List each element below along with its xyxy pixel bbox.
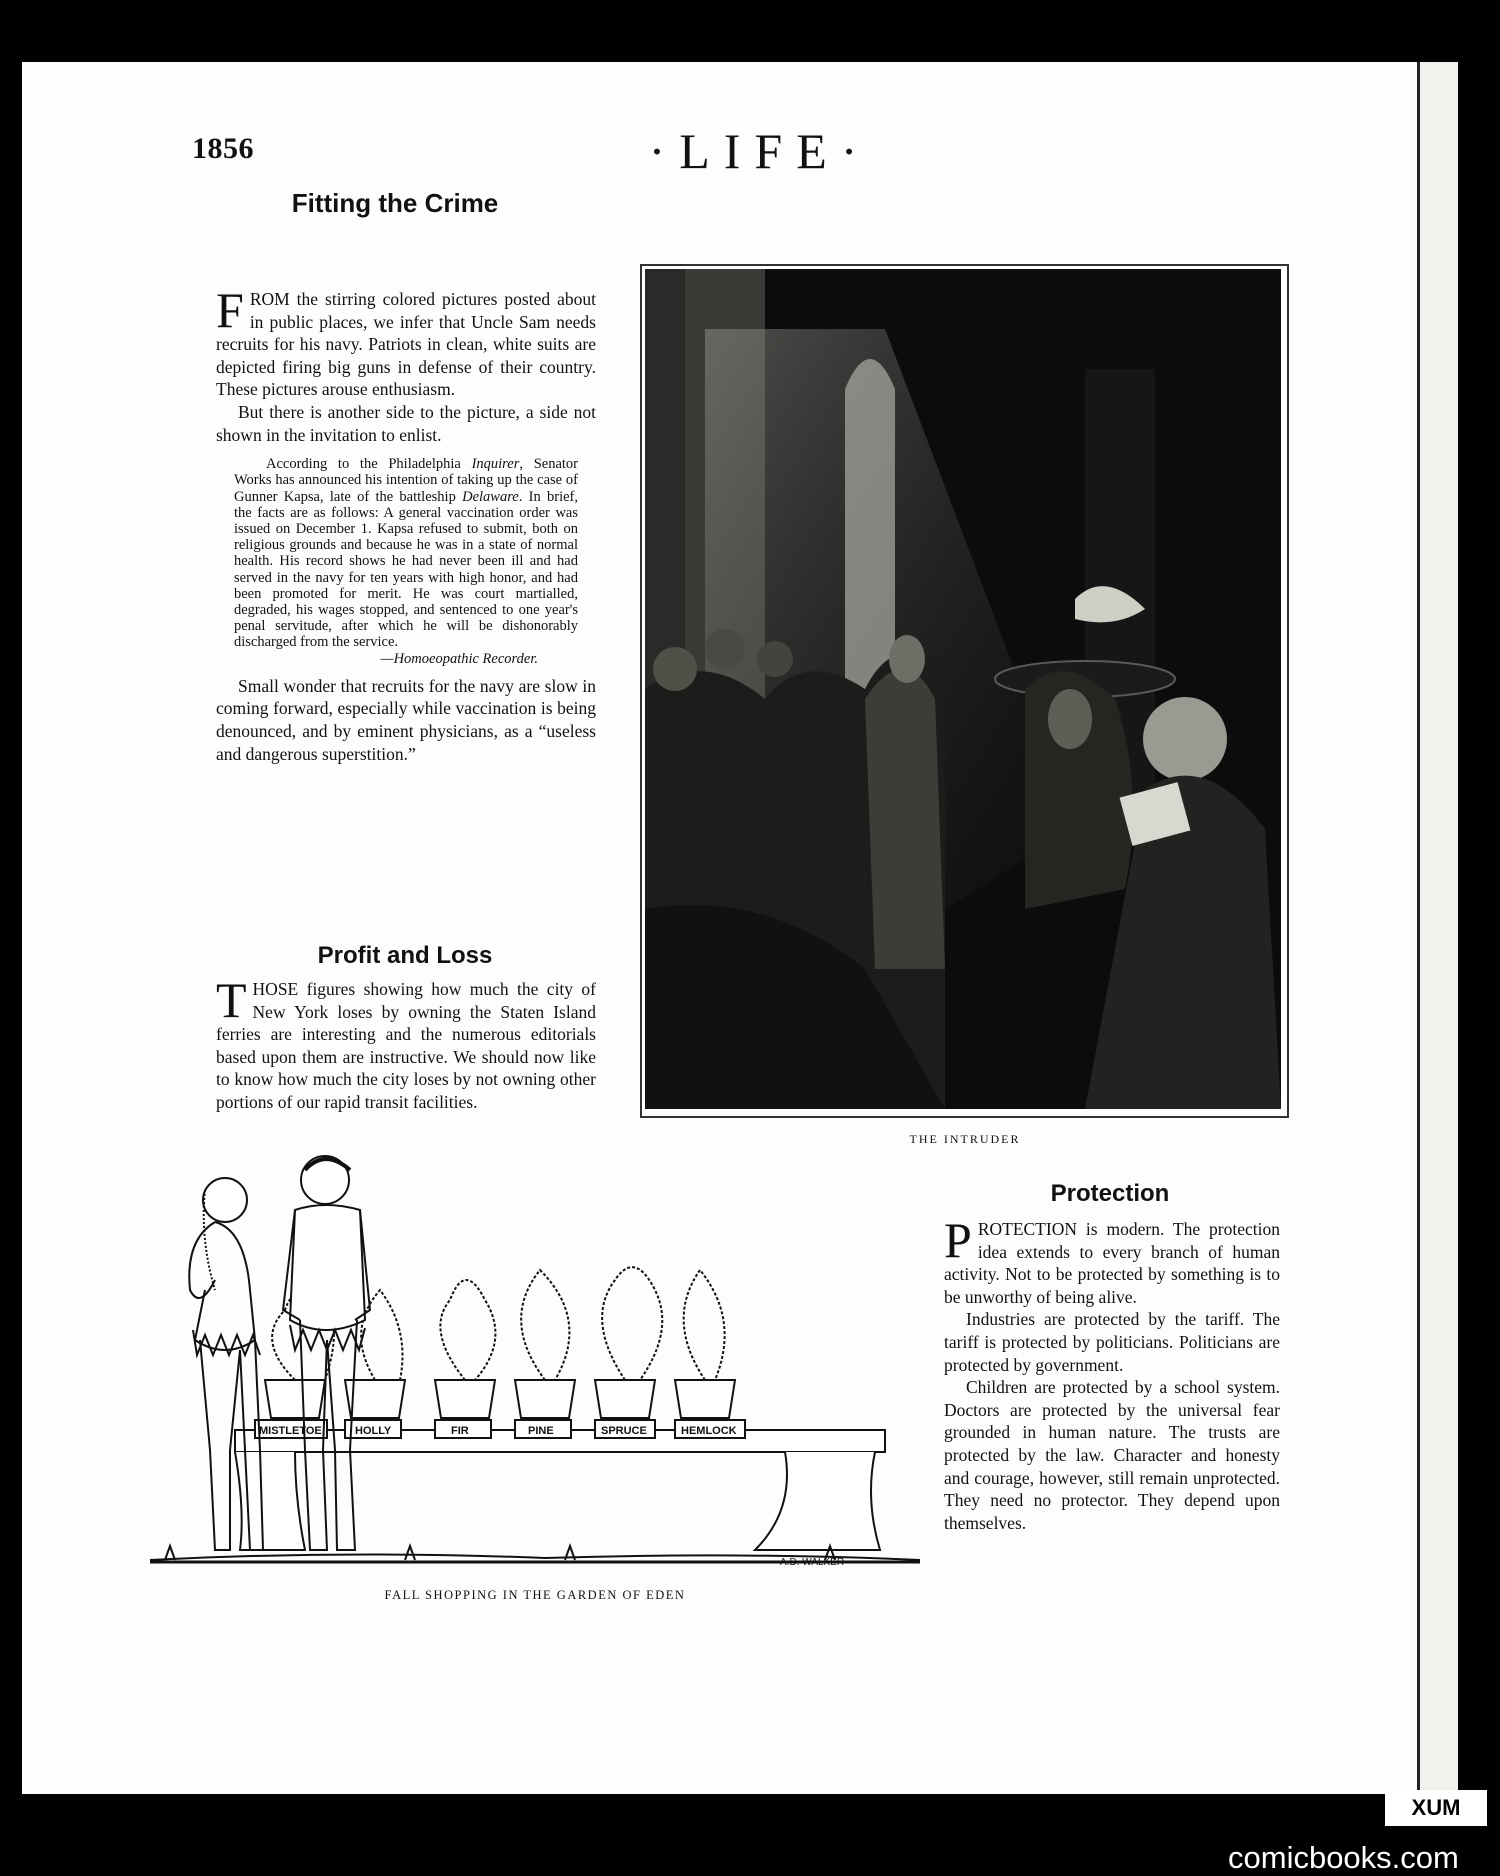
article-title-protection: Protection bbox=[1050, 1180, 1170, 1207]
tree-label-holly: HOLLY bbox=[355, 1425, 392, 1437]
quote-source: —Homoeopathic Recorder. bbox=[380, 650, 538, 667]
drop-cap: F bbox=[216, 282, 244, 338]
tree-label-mistletoe: MISTLETOE bbox=[259, 1425, 322, 1437]
article-title-profit-and-loss: Profit and Loss bbox=[317, 942, 493, 969]
paragraph-text: HOSE figures showing how much the city of New York loses by owning the Staten Island ferries are interesting and the numerous editorials based upon them are instructive. We should now like to know how much the city loses by not owning other portions of our rapid transit facilities. bbox=[216, 979, 596, 1112]
paragraph bbox=[944, 1212, 1280, 1308]
article-protection-body bbox=[944, 1212, 1280, 1534]
masthead: ·LIFE· bbox=[648, 123, 872, 179]
tree-label-hemlock: HEMLOCK bbox=[681, 1425, 737, 1437]
paragraph: Children are protected by a school system. Doctors are protected by the universal fear grounded in human nature. The trusts are protected by the law. Character and honesty and courage, however, still remain unprotected. They need no protector. They depend upon themselves. bbox=[944, 1377, 1280, 1533]
cartoon-caption: FALL SHOPPING IN THE GARDEN OF EDEN bbox=[384, 1588, 686, 1602]
paragraph-text: ROM the stirring colored pictures posted about in public places, we infer that Uncle Sam needs recruits for his navy. Patriots in clean, white suits are depicted firing big guns in defense of their country. These pictures arouse enthusiasm. bbox=[216, 289, 596, 400]
illustration-caption: THE INTRUDER bbox=[909, 1132, 1021, 1146]
drop-cap: P bbox=[944, 1212, 972, 1268]
site-watermark[interactable]: comicbooks.com bbox=[1228, 1840, 1459, 1875]
scan-badge: XUM bbox=[1385, 1790, 1487, 1826]
intruder-artwork bbox=[645, 269, 1281, 1109]
tree-label-spruce: SPRUCE bbox=[601, 1425, 647, 1437]
paragraph: Small wonder that recruits for the navy are slow in coming forward, especially while vaccination is being denounced, and by eminent physicians, as a “useless and dangerous superstition.” bbox=[216, 675, 596, 764]
illustration-the-intruder bbox=[640, 264, 1289, 1118]
adjacent-page-edge bbox=[1417, 62, 1458, 1794]
block-quote bbox=[234, 456, 578, 667]
quote-text: According to the Philadelphia Inquirer, Senator Works has announced his intention of taking up the case of Gunner Kapsa, late of the battleship Delaware. In brief, the facts are as follows: A general vaccination order was issued on December 1. Kapsa refused to submit, both on religious grounds and because he was in a state of normal health. His record shows he had never been ill and had served in the navy for ten years with high honor, and had been promoted for merit. He was court martialled, degraded, his wages stopped, and sentenced to one year's penal servitude, after which he will be dishonorably discharged from the service. bbox=[234, 456, 578, 651]
drop-cap: T bbox=[216, 972, 247, 1028]
cartoon-garden-of-eden bbox=[145, 1150, 925, 1570]
paragraph: Industries are protected by the tariff. The tariff is protected by politicians. Politicians are protected by government. bbox=[944, 1309, 1280, 1375]
paragraph bbox=[216, 972, 596, 1114]
paragraph bbox=[216, 282, 596, 401]
tree-label-fir: FIR bbox=[451, 1425, 469, 1437]
article-profit-and-loss-body bbox=[216, 972, 596, 1114]
article-title-fitting-the-crime: Fitting the Crime bbox=[291, 188, 499, 218]
paragraph: But there is another side to the picture, a side not shown in the invitation to enlist. bbox=[216, 401, 596, 445]
page-number: 1856 bbox=[192, 132, 254, 165]
tree-label-pine: PINE bbox=[528, 1425, 554, 1437]
artist-signature: A.D. WALKER bbox=[780, 1557, 845, 1568]
paragraph-text: ROTECTION is modern. The protection idea extends to every branch of human activity. Not to be protected by something is to be unworthy of being alive. bbox=[944, 1219, 1280, 1307]
article-fitting-the-crime-body bbox=[216, 282, 596, 765]
